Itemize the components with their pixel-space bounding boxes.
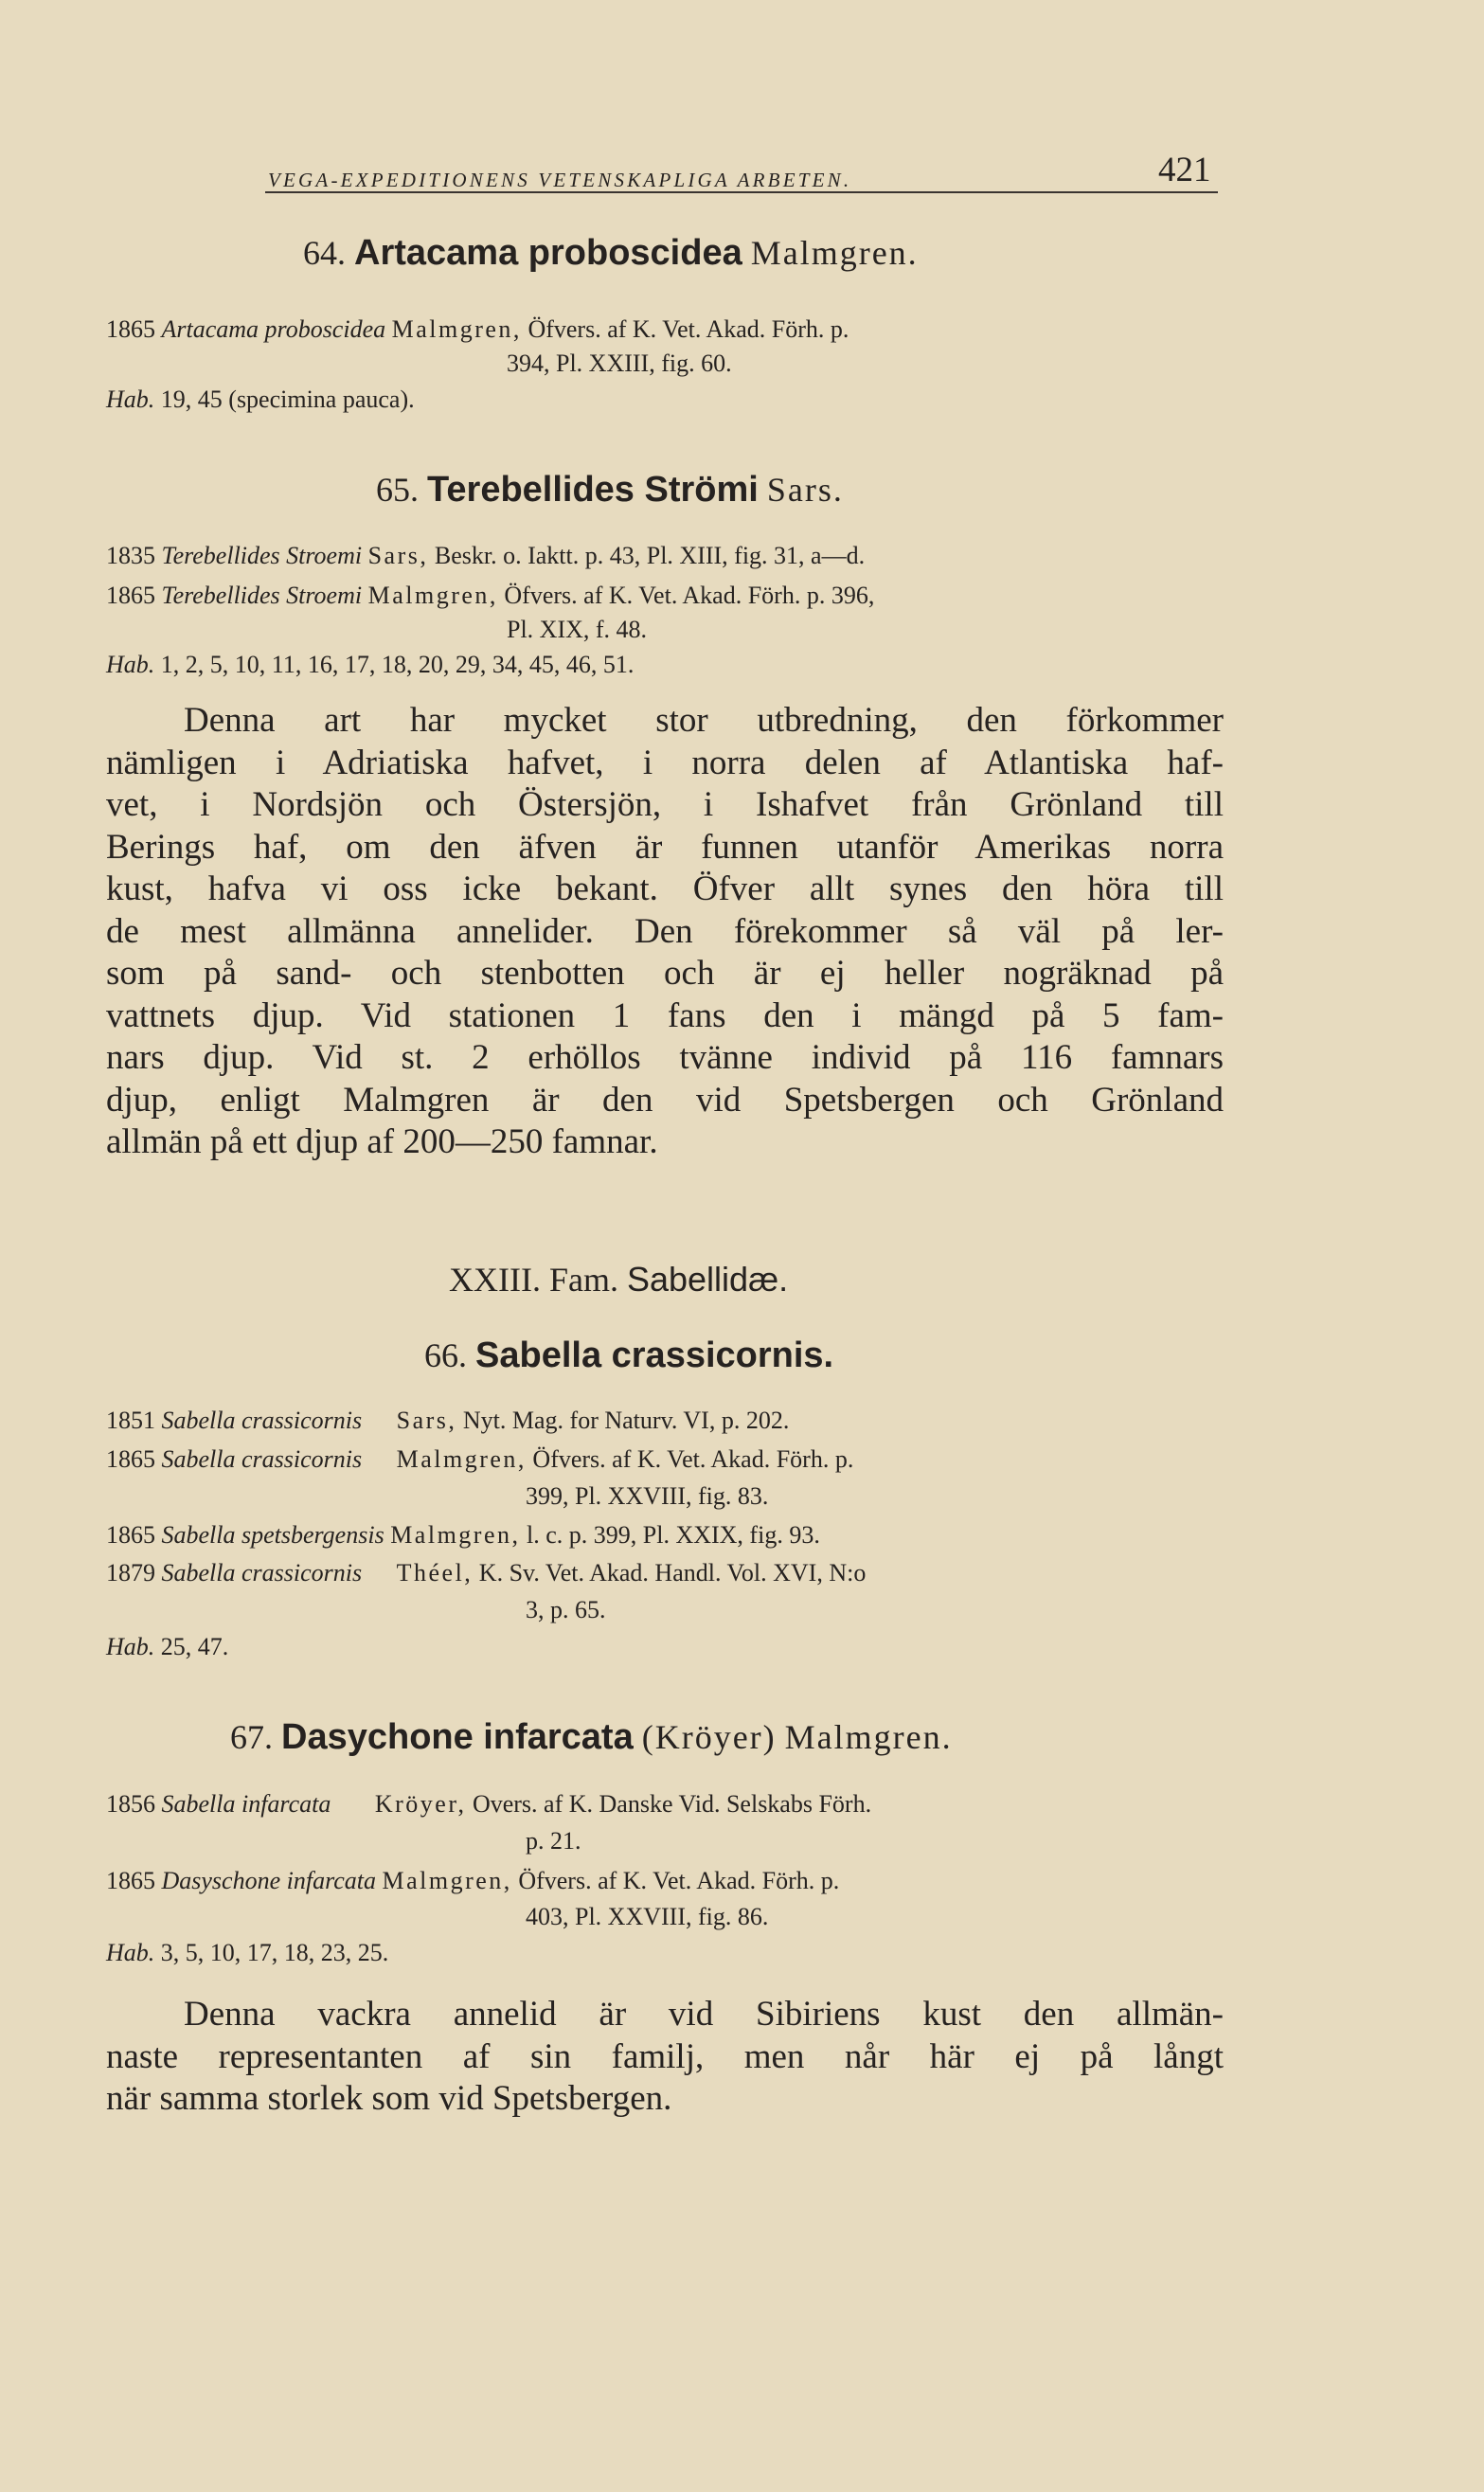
reference-entry — [106, 1407, 789, 1435]
paragraph-line: vattnets djup. Vid stationen 1 fans den i mängd på 5 fam- — [106, 995, 1224, 1035]
ref-author: Malmgren, — [367, 582, 498, 609]
species-author: Malmgren. — [784, 1718, 953, 1756]
species-name: Sabella crassicornis. — [475, 1336, 834, 1375]
habitat-line — [106, 651, 634, 679]
reference-entry — [106, 1867, 839, 1895]
family-label: Fam. — [548, 1261, 618, 1299]
ref-author: Kröyer, — [374, 1790, 467, 1818]
ref-taxon: Sabella infarcata — [161, 1790, 331, 1818]
species-number: 66. — [424, 1336, 467, 1374]
ref-author: Théel, — [396, 1559, 474, 1587]
reference-entry — [106, 1521, 820, 1550]
ref-taxon: Artacama proboscidea — [161, 315, 386, 343]
species-heading-65 — [376, 470, 844, 511]
reference-entry — [106, 582, 874, 610]
paragraph-line: vet, i Nordsjön och Östersjön, i Ishafvet från Grönland till — [106, 785, 1224, 824]
reference-continuation: p. 21. — [526, 1827, 581, 1855]
reference-continuation: 399, Pl. XXVIII, fig. 83. — [526, 1482, 769, 1510]
ref-text: Öfvers. af K. Vet. Akad. Förh. p. 396, — [504, 582, 875, 609]
ref-taxon: Terebellides Stroemi — [161, 542, 363, 569]
hab-label: Hab. — [106, 385, 155, 413]
ref-text: Öfvers. af K. Vet. Akad. Förh. p. — [518, 1867, 840, 1894]
ref-year: 1851 — [106, 1407, 155, 1434]
paragraph-line: Berings haf, om den äfven är funnen utanför Amerikas norra — [106, 827, 1224, 867]
habitat-line — [106, 1939, 388, 1967]
hab-label: Hab. — [106, 651, 155, 678]
paragraph-line: Denna vackra annelid är vid Sibiriens kust den allmän- — [184, 1995, 1224, 2034]
ref-author: Sars, — [367, 542, 429, 569]
paragraph-line: kust, hafva vi oss icke bekant. Öfver allt synes den höra till — [106, 870, 1224, 908]
ref-author: Malmgren, — [382, 1867, 512, 1894]
ref-taxon: Dasyschone infarcata — [161, 1867, 376, 1894]
reference-continuation: Pl. XIX, f. 48. — [507, 616, 648, 643]
ref-text: Öfvers. af K. Vet. Akad. Förh. p. — [532, 1445, 854, 1473]
paragraph-line: när samma storlek som vid Spetsbergen. — [106, 2079, 672, 2118]
hab-stations: 25, 47. — [160, 1633, 229, 1660]
habitat-line — [106, 385, 415, 414]
body-paragraph-65 — [106, 700, 1224, 1164]
ref-author: Malmgren, — [390, 1521, 521, 1549]
reference-continuation: 394, Pl. XXIII, fig. 60. — [507, 350, 732, 377]
family-heading — [449, 1260, 788, 1300]
hab-label: Hab. — [106, 1939, 155, 1966]
hab-stations: 1, 2, 5, 10, 11, 16, 17, 18, 20, 29, 34, 45, 46, 51. — [160, 651, 635, 678]
species-author-paren: (Kröyer) — [641, 1718, 777, 1756]
reference-entry — [106, 315, 849, 344]
species-name: Artacama proboscidea — [354, 233, 742, 273]
ref-text: l. c. p. 399, Pl. XXIX, fig. 93. — [527, 1521, 820, 1549]
header-rule — [265, 191, 1218, 193]
hab-label: Hab. — [106, 1633, 155, 1660]
ref-taxon: Sabella crassicornis — [161, 1445, 363, 1473]
ref-year: 1865 — [106, 1521, 155, 1549]
species-number: 65. — [376, 471, 419, 509]
reference-continuation: 3, p. 65. — [526, 1596, 606, 1623]
species-heading-66 — [424, 1336, 833, 1376]
species-author: Sars. — [766, 471, 844, 509]
ref-year: 1879 — [106, 1559, 155, 1587]
species-name: Dasychone infarcata — [281, 1717, 634, 1757]
ref-author: Malmgren, — [396, 1445, 527, 1473]
ref-text: Öfvers. af K. Vet. Akad. Förh. p. — [527, 315, 849, 343]
ref-author: Malmgren, — [391, 315, 522, 343]
species-author: Malmgren. — [750, 234, 919, 272]
page-number: 421 — [1158, 151, 1211, 189]
reference-entry — [106, 1559, 866, 1587]
ref-year: 1865 — [106, 1867, 155, 1894]
paragraph-line: Denna art har mycket stor utbredning, den förkommer — [184, 701, 1224, 740]
paragraph-line: allmän på ett djup af 200—250 famnar. — [106, 1122, 658, 1161]
hab-stations: 19, 45 (specimina pauca). — [160, 385, 415, 413]
species-heading-64 — [303, 233, 919, 274]
paragraph-line: de mest allmänna annelider. Den förekommer så väl på ler- — [106, 911, 1224, 951]
ref-text: K. Sv. Vet. Akad. Handl. Vol. XVI, N:o — [478, 1559, 867, 1587]
family-numeral: XXIII. — [449, 1261, 541, 1299]
species-number: 64. — [303, 234, 346, 272]
paragraph-line: som på sand- och stenbotten och är ej heller nogräknad på — [106, 954, 1224, 993]
ref-text: Nyt. Mag. for Naturv. VI, p. 202. — [462, 1407, 790, 1434]
habitat-line — [106, 1633, 228, 1661]
ref-taxon: Sabella crassicornis — [161, 1407, 363, 1434]
reference-continuation: 403, Pl. XXVIII, fig. 86. — [526, 1903, 769, 1930]
family-name: Sabellidæ. — [626, 1260, 789, 1299]
species-name: Terebellides Strömi — [427, 470, 759, 510]
ref-taxon: Sabella crassicornis — [161, 1559, 363, 1587]
paragraph-line: naste representanten af sin familj, men når här ej på långt — [106, 2036, 1224, 2076]
ref-year: 1865 — [106, 582, 155, 609]
ref-text: Overs. af K. Danske Vid. Selskabs Förh. — [472, 1790, 872, 1818]
ref-taxon: Sabella spetsbergensis — [161, 1521, 384, 1549]
ref-year: 1835 — [106, 542, 155, 569]
reference-entry — [106, 542, 865, 570]
reference-entry — [106, 1790, 871, 1819]
body-paragraph-67 — [106, 1994, 1224, 2121]
ref-year: 1856 — [106, 1790, 155, 1818]
ref-author: Sars, — [396, 1407, 457, 1434]
paragraph-line: djup, enligt Malmgren är den vid Spetsbergen och Grönland — [106, 1080, 1224, 1120]
ref-taxon: Terebellides Stroemi — [161, 582, 363, 609]
hab-stations: 3, 5, 10, 17, 18, 23, 25. — [160, 1939, 389, 1966]
ref-text: Beskr. o. Iaktt. p. 43, Pl. XIII, fig. 31, a—d. — [434, 542, 866, 569]
ref-year: 1865 — [106, 315, 155, 343]
species-heading-67 — [230, 1717, 953, 1758]
ref-year: 1865 — [106, 1445, 155, 1473]
paragraph-line: nars djup. Vid st. 2 erhöllos tvänne individ på 116 famnars — [106, 1038, 1224, 1077]
species-number: 67. — [230, 1718, 273, 1756]
paragraph-line: nämligen i Adriatiska hafvet, i norra delen af Atlantiska haf- — [106, 743, 1224, 782]
running-head: VEGA-EXPEDITIONENS VETENSKAPLIGA ARBETEN. — [268, 169, 852, 191]
reference-entry — [106, 1445, 853, 1474]
